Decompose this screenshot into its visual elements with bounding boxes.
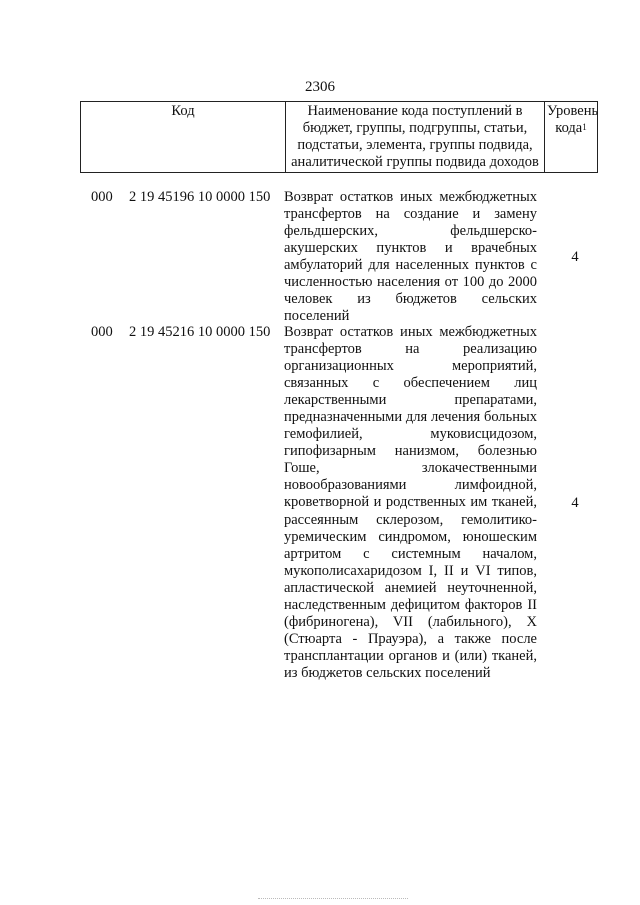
row-code: 2 19 45216 10 0000 150 [129, 324, 271, 340]
page-number: 2306 [305, 79, 335, 95]
row-level: 4 [571, 249, 579, 265]
header-level-cell [545, 102, 598, 173]
row-prefix: 000 [91, 189, 113, 205]
table-header [80, 101, 598, 173]
row-description: Возврат остатков иных межбюджетных трансфертов на создание и замену фельдшерских, фельдшерско-акушерских пунктов и врачебных амбулаторий для населенных пунктов с численностью населения от 100 до 2000 человек из бюджетов сельских поселений [284, 189, 537, 325]
row-prefix: 000 [91, 324, 113, 340]
header-level: Уровень кода [547, 103, 599, 136]
row-level: 4 [571, 495, 579, 511]
scan-artifact [258, 898, 408, 900]
header-code: Код [81, 102, 286, 173]
header-name: Наименование кода поступлений в бюджет, группы, подгруппы, статьи, подстатьи, элемента, группы подвида, аналитической группы подвида доходов [286, 102, 545, 173]
row-code: 2 19 45196 10 0000 150 [129, 189, 271, 205]
footnote-marker: 1 [582, 122, 587, 132]
row-description: Возврат остатков иных межбюджетных трансфертов на реализацию организационных мероприятий, связанных с обеспечением лиц лекарственными препаратами, предназначенными для лечения больных гемофилией, муковисцидозом, гипофизарным нанизмом, болезнью Гоше, злокачественными новообразованиями лимфоидной, кроветворной и родственных им тканей, рассеянным склерозом, гемолитико-уремическим синдромом, юношеским артритом с системным началом, мукополисахаридозом I, II и VI типов, апластической анемией неуточненной, наследственным дефицитом факторов II (фибриногена), VII (лабильного), X (Стюарта - Прауэра), а также после трансплантации органов и (или) тканей, из бюджетов сельских поселений [284, 324, 537, 681]
